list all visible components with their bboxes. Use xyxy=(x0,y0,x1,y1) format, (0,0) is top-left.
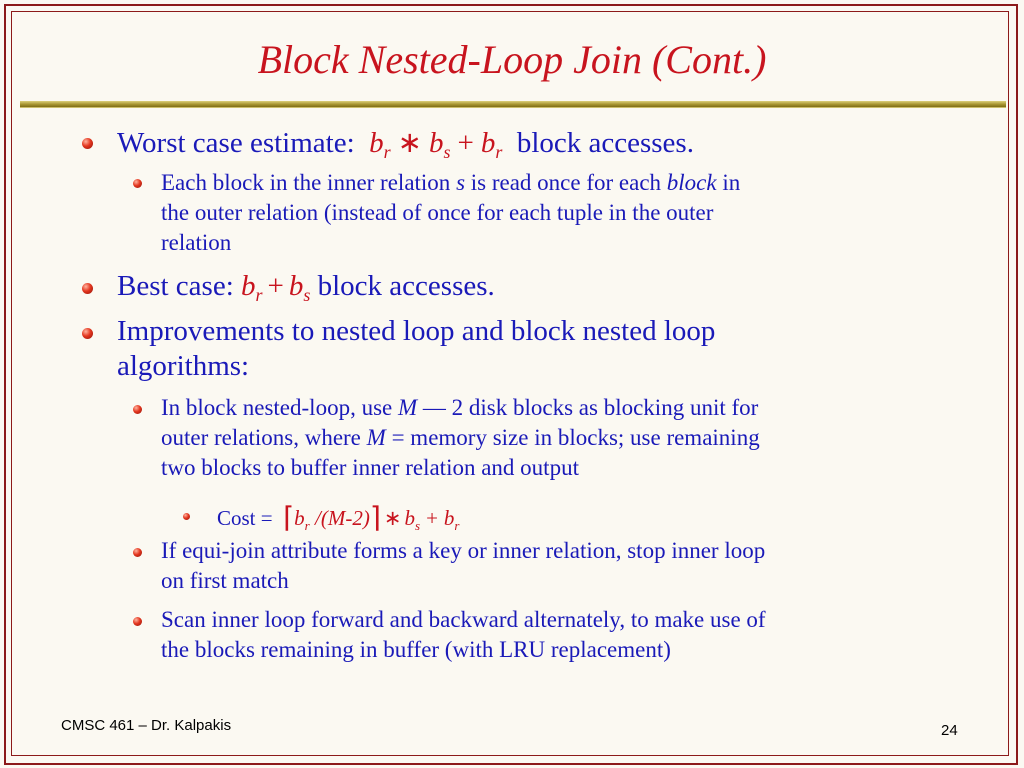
bullet-icon xyxy=(133,179,142,188)
bullet-icon xyxy=(133,548,142,557)
bullet-icon xyxy=(133,405,142,414)
improvements-line2: algorithms: xyxy=(117,350,250,382)
bullet-icon xyxy=(82,328,93,339)
worst-case-detail-line3: relation xyxy=(161,230,232,255)
page-number: 24 xyxy=(941,722,958,739)
equi-join-line2: on first match xyxy=(161,568,289,593)
cost-formula: Cost = $⌈b_r$ /(M-2)⌉ ∗ $b_s + b_r$ xyxy=(217,503,460,535)
best-case-item: Best case: $b_r + b_s$ block accesses. xyxy=(117,270,495,306)
bullet-icon xyxy=(82,138,93,149)
worst-case-detail-line2: the outer relation (instead of once for each tuple in the outer xyxy=(161,200,714,225)
scan-line1: Scan inner loop forward and backward alternately, to make use of xyxy=(161,607,766,632)
best-case-formula: $b_r + b_s$ xyxy=(241,270,311,306)
footer-course: CMSC 461 – Dr. Kalpakis xyxy=(61,717,232,734)
worst-case-detail-line1: Each block in the inner relation s is read once for each block in xyxy=(161,170,741,195)
block-nested-line2: outer relations, where M = memory size in blocks; use remaining xyxy=(161,425,760,450)
scan-line2: the blocks remaining in buffer (with LRU replacement) xyxy=(161,637,671,662)
worst-case-item: Worst case estimate: $b_r$ ∗ $b_s + b_r$ block accesses. xyxy=(117,127,694,163)
slide-title: Block Nested-Loop Join (Cont.) xyxy=(257,37,767,82)
block-nested-line1: In block nested-loop, use M — 2 disk blocks as blocking unit for xyxy=(161,395,759,420)
improvements-line1: Improvements to nested loop and block nested loop xyxy=(117,315,716,347)
worst-case-formula: $b_r$ ∗ $b_s + b_r$ xyxy=(369,127,503,163)
block-nested-line3: two blocks to buffer inner relation and output xyxy=(161,455,579,480)
bullet-icon xyxy=(82,283,93,294)
title-rule xyxy=(20,101,1006,107)
bullet-icon xyxy=(133,617,142,626)
bullet-icon xyxy=(183,513,190,520)
equi-join-line1: If equi-join attribute forms a key or inner relation, stop inner loop xyxy=(161,538,766,563)
